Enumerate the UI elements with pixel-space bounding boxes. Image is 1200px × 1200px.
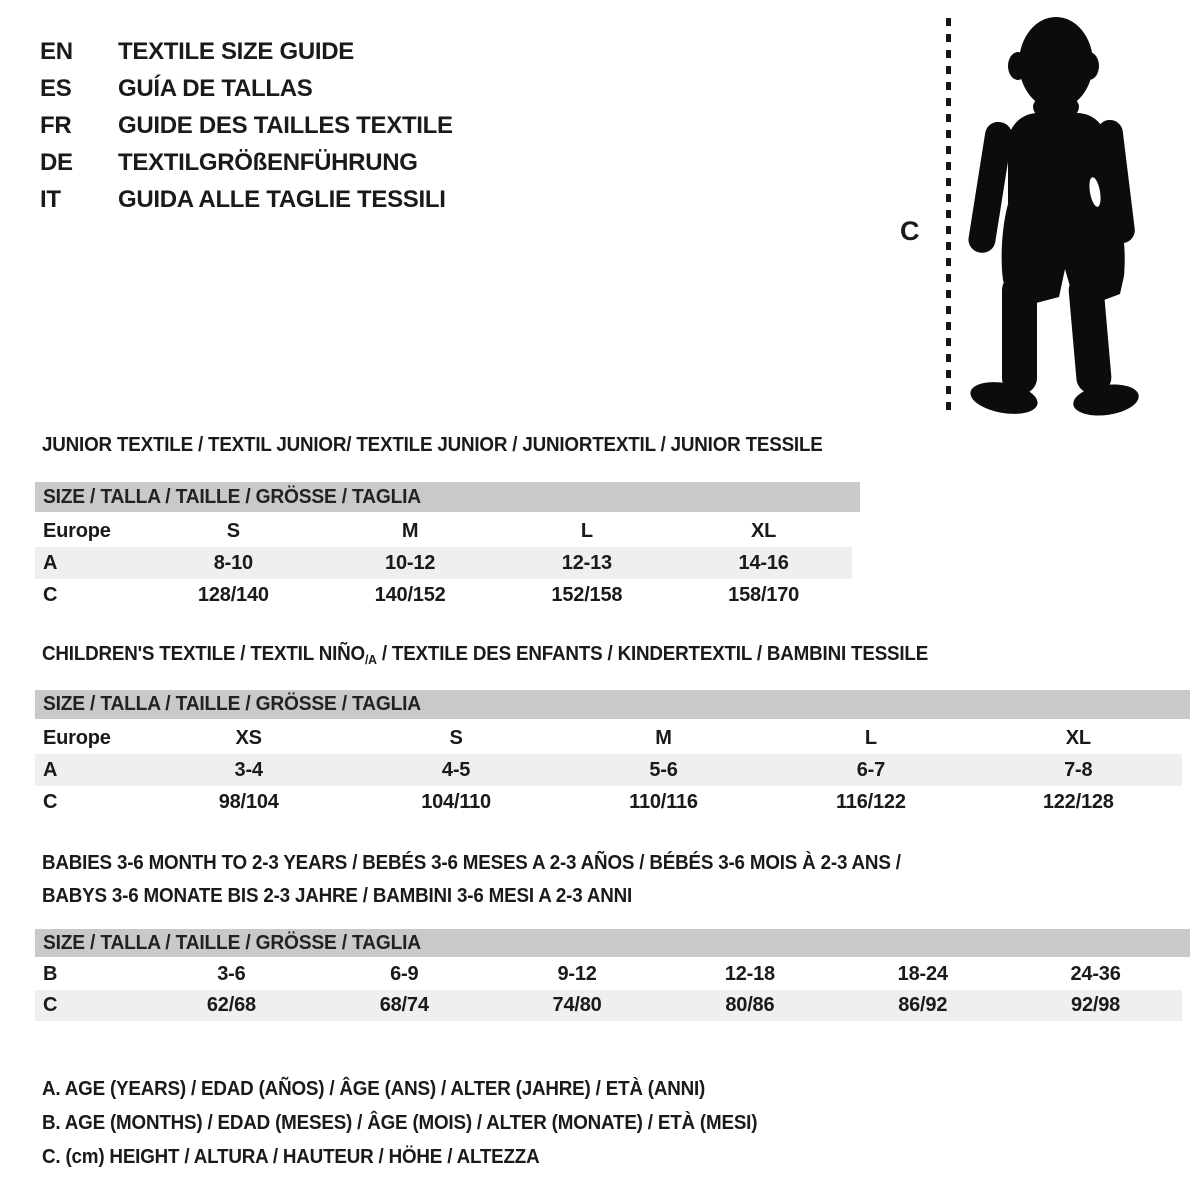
size-cell: 140/152 bbox=[374, 583, 446, 606]
size-cell: 4-5 bbox=[441, 758, 471, 781]
row-label-cell: C bbox=[43, 994, 58, 1016]
language-row bbox=[40, 144, 453, 181]
footnote-line-a: A. AGE (YEARS) / EDAD (AÑOS) / ÂGE (ANS) / ALTER (JAHRE) / ETÀ (ANNI) bbox=[42, 1078, 706, 1100]
section-junior bbox=[42, 433, 872, 457]
size-cell: 7-8 bbox=[1064, 758, 1093, 781]
size-cell: 86/92 bbox=[898, 994, 948, 1016]
row-label-cell: B bbox=[43, 963, 58, 985]
language-label: GUIDE DES TAILLES TEXTILE bbox=[118, 112, 453, 139]
size-cell: S bbox=[226, 519, 240, 542]
size-cell: 14-16 bbox=[738, 551, 789, 574]
row-label-cell: Europe bbox=[43, 726, 111, 749]
section-title-children-sub: /A bbox=[364, 652, 377, 667]
size-cell: XL bbox=[751, 519, 777, 542]
size-cell: 3-6 bbox=[217, 963, 246, 985]
row-label-cell: A bbox=[43, 758, 58, 781]
language-code: IT bbox=[40, 186, 61, 213]
size-cell: XL bbox=[1065, 726, 1091, 749]
size-table-junior bbox=[35, 515, 852, 611]
size-cell: 80/86 bbox=[725, 994, 775, 1016]
size-cell: 9-12 bbox=[557, 963, 597, 985]
size-cell: 12-13 bbox=[561, 551, 612, 574]
language-row bbox=[40, 107, 453, 144]
size-cell: 6-9 bbox=[390, 963, 419, 985]
language-code: ES bbox=[40, 75, 72, 102]
size-cell: 104/110 bbox=[421, 790, 491, 813]
size-cell: 116/122 bbox=[835, 790, 906, 813]
size-cell: 128/140 bbox=[197, 583, 269, 606]
section-title-babies-line1: BABIES 3-6 MONTH TO 2-3 YEARS / BEBÉS 3-6 MESES A 2-3 AÑOS / BÉBÉS 3-6 MOIS À 2-3 ANS / bbox=[42, 852, 901, 874]
size-header-band-junior bbox=[35, 482, 860, 512]
size-header-band-babies bbox=[35, 929, 1190, 957]
size-cell: 3-4 bbox=[234, 758, 263, 781]
size-cell: 10-12 bbox=[385, 551, 436, 574]
table-row-age bbox=[35, 754, 1182, 786]
size-cell: 92/98 bbox=[1071, 994, 1121, 1016]
language-row bbox=[40, 33, 453, 70]
table-row-height bbox=[35, 579, 852, 611]
size-cell: 18-24 bbox=[897, 963, 948, 985]
section-title-children-part2: / TEXTILE DES ENFANTS / KINDERTEXTIL / BAMBINI TESSILE bbox=[376, 643, 929, 665]
size-cell: L bbox=[580, 519, 593, 542]
size-cell: 98/104 bbox=[218, 790, 279, 813]
size-cell: 152/158 bbox=[551, 583, 623, 606]
language-label: TEXTILE SIZE GUIDE bbox=[118, 38, 354, 65]
size-cell: 122/128 bbox=[1042, 790, 1114, 813]
size-cell: XS bbox=[235, 726, 262, 749]
height-measure-label: C bbox=[900, 216, 920, 246]
language-code: FR bbox=[40, 112, 72, 139]
table-row-europe bbox=[35, 515, 852, 547]
table-row-height bbox=[35, 786, 1182, 818]
table-row-months bbox=[35, 959, 1182, 990]
size-cell: 110/116 bbox=[629, 790, 698, 813]
language-label: TEXTILGRÖßENFÜHRUNG bbox=[118, 149, 418, 176]
size-cell: S bbox=[449, 726, 463, 749]
section-title-babies-line2: BABYS 3-6 MONATE BIS 2-3 JAHRE / BAMBINI 3-6 MESI A 2-3 ANNI bbox=[42, 885, 633, 907]
size-cell: 74/80 bbox=[552, 994, 602, 1016]
footnote-line-c: C. (cm) HEIGHT / ALTURA / HAUTEUR / HÖHE / ALTEZZA bbox=[42, 1146, 540, 1168]
height-dashed-line bbox=[946, 18, 951, 418]
footnotes bbox=[42, 1072, 803, 1174]
size-header-label: SIZE / TALLA / TAILLE / GRÖSSE / TAGLIA bbox=[43, 485, 421, 508]
size-cell: 6-7 bbox=[856, 758, 886, 781]
language-row bbox=[40, 181, 453, 218]
section-babies bbox=[42, 847, 956, 913]
table-row-europe bbox=[35, 722, 1182, 754]
size-table-children bbox=[35, 722, 1182, 818]
table-row-height bbox=[35, 990, 1182, 1021]
section-title-children bbox=[42, 642, 928, 668]
language-code: DE bbox=[40, 149, 73, 176]
size-cell: 24-36 bbox=[1070, 963, 1121, 985]
section-title-children-part1: CHILDREN'S TEXTILE / TEXTIL NIÑO bbox=[42, 643, 365, 665]
size-table-babies bbox=[35, 959, 1182, 1021]
row-label-cell: A bbox=[43, 551, 58, 574]
row-label-cell: C bbox=[43, 790, 58, 813]
size-cell: 68/74 bbox=[379, 994, 429, 1016]
size-cell: 158/170 bbox=[728, 583, 800, 606]
size-header-band-children bbox=[35, 690, 1190, 719]
size-header-label: SIZE / TALLA / TAILLE / GRÖSSE / TAGLIA bbox=[43, 693, 421, 715]
footnote-line-b: B. AGE (MONTHS) / EDAD (MESES) / ÂGE (MOIS) / ALTER (MONATE) / ETÀ (MESI) bbox=[42, 1112, 758, 1134]
section-title-junior: JUNIOR TEXTILE / TEXTIL JUNIOR/ TEXTILE JUNIOR / JUNIORTEXTIL / JUNIOR TESSILE bbox=[42, 434, 823, 456]
size-cell: 62/68 bbox=[206, 994, 256, 1016]
size-cell: M bbox=[401, 519, 419, 542]
language-list bbox=[40, 33, 453, 218]
section-children bbox=[42, 642, 985, 668]
table-row-age bbox=[35, 547, 852, 579]
row-label-cell: C bbox=[43, 583, 58, 606]
size-cell: 12-18 bbox=[724, 963, 775, 985]
size-cell: 8-10 bbox=[213, 551, 253, 574]
language-row bbox=[40, 70, 453, 107]
size-cell: M bbox=[655, 726, 672, 749]
row-label-cell: Europe bbox=[43, 519, 111, 542]
size-header-label: SIZE / TALLA / TAILLE / GRÖSSE / TAGLIA bbox=[43, 931, 421, 954]
size-cell: 5-6 bbox=[649, 758, 678, 781]
size-cell: L bbox=[864, 726, 877, 749]
language-label: GUÍA DE TALLAS bbox=[118, 75, 313, 102]
baby-silhouette-icon bbox=[964, 14, 1142, 420]
language-code: EN bbox=[40, 38, 73, 65]
language-label: GUIDA ALLE TAGLIE TESSILI bbox=[118, 186, 446, 213]
